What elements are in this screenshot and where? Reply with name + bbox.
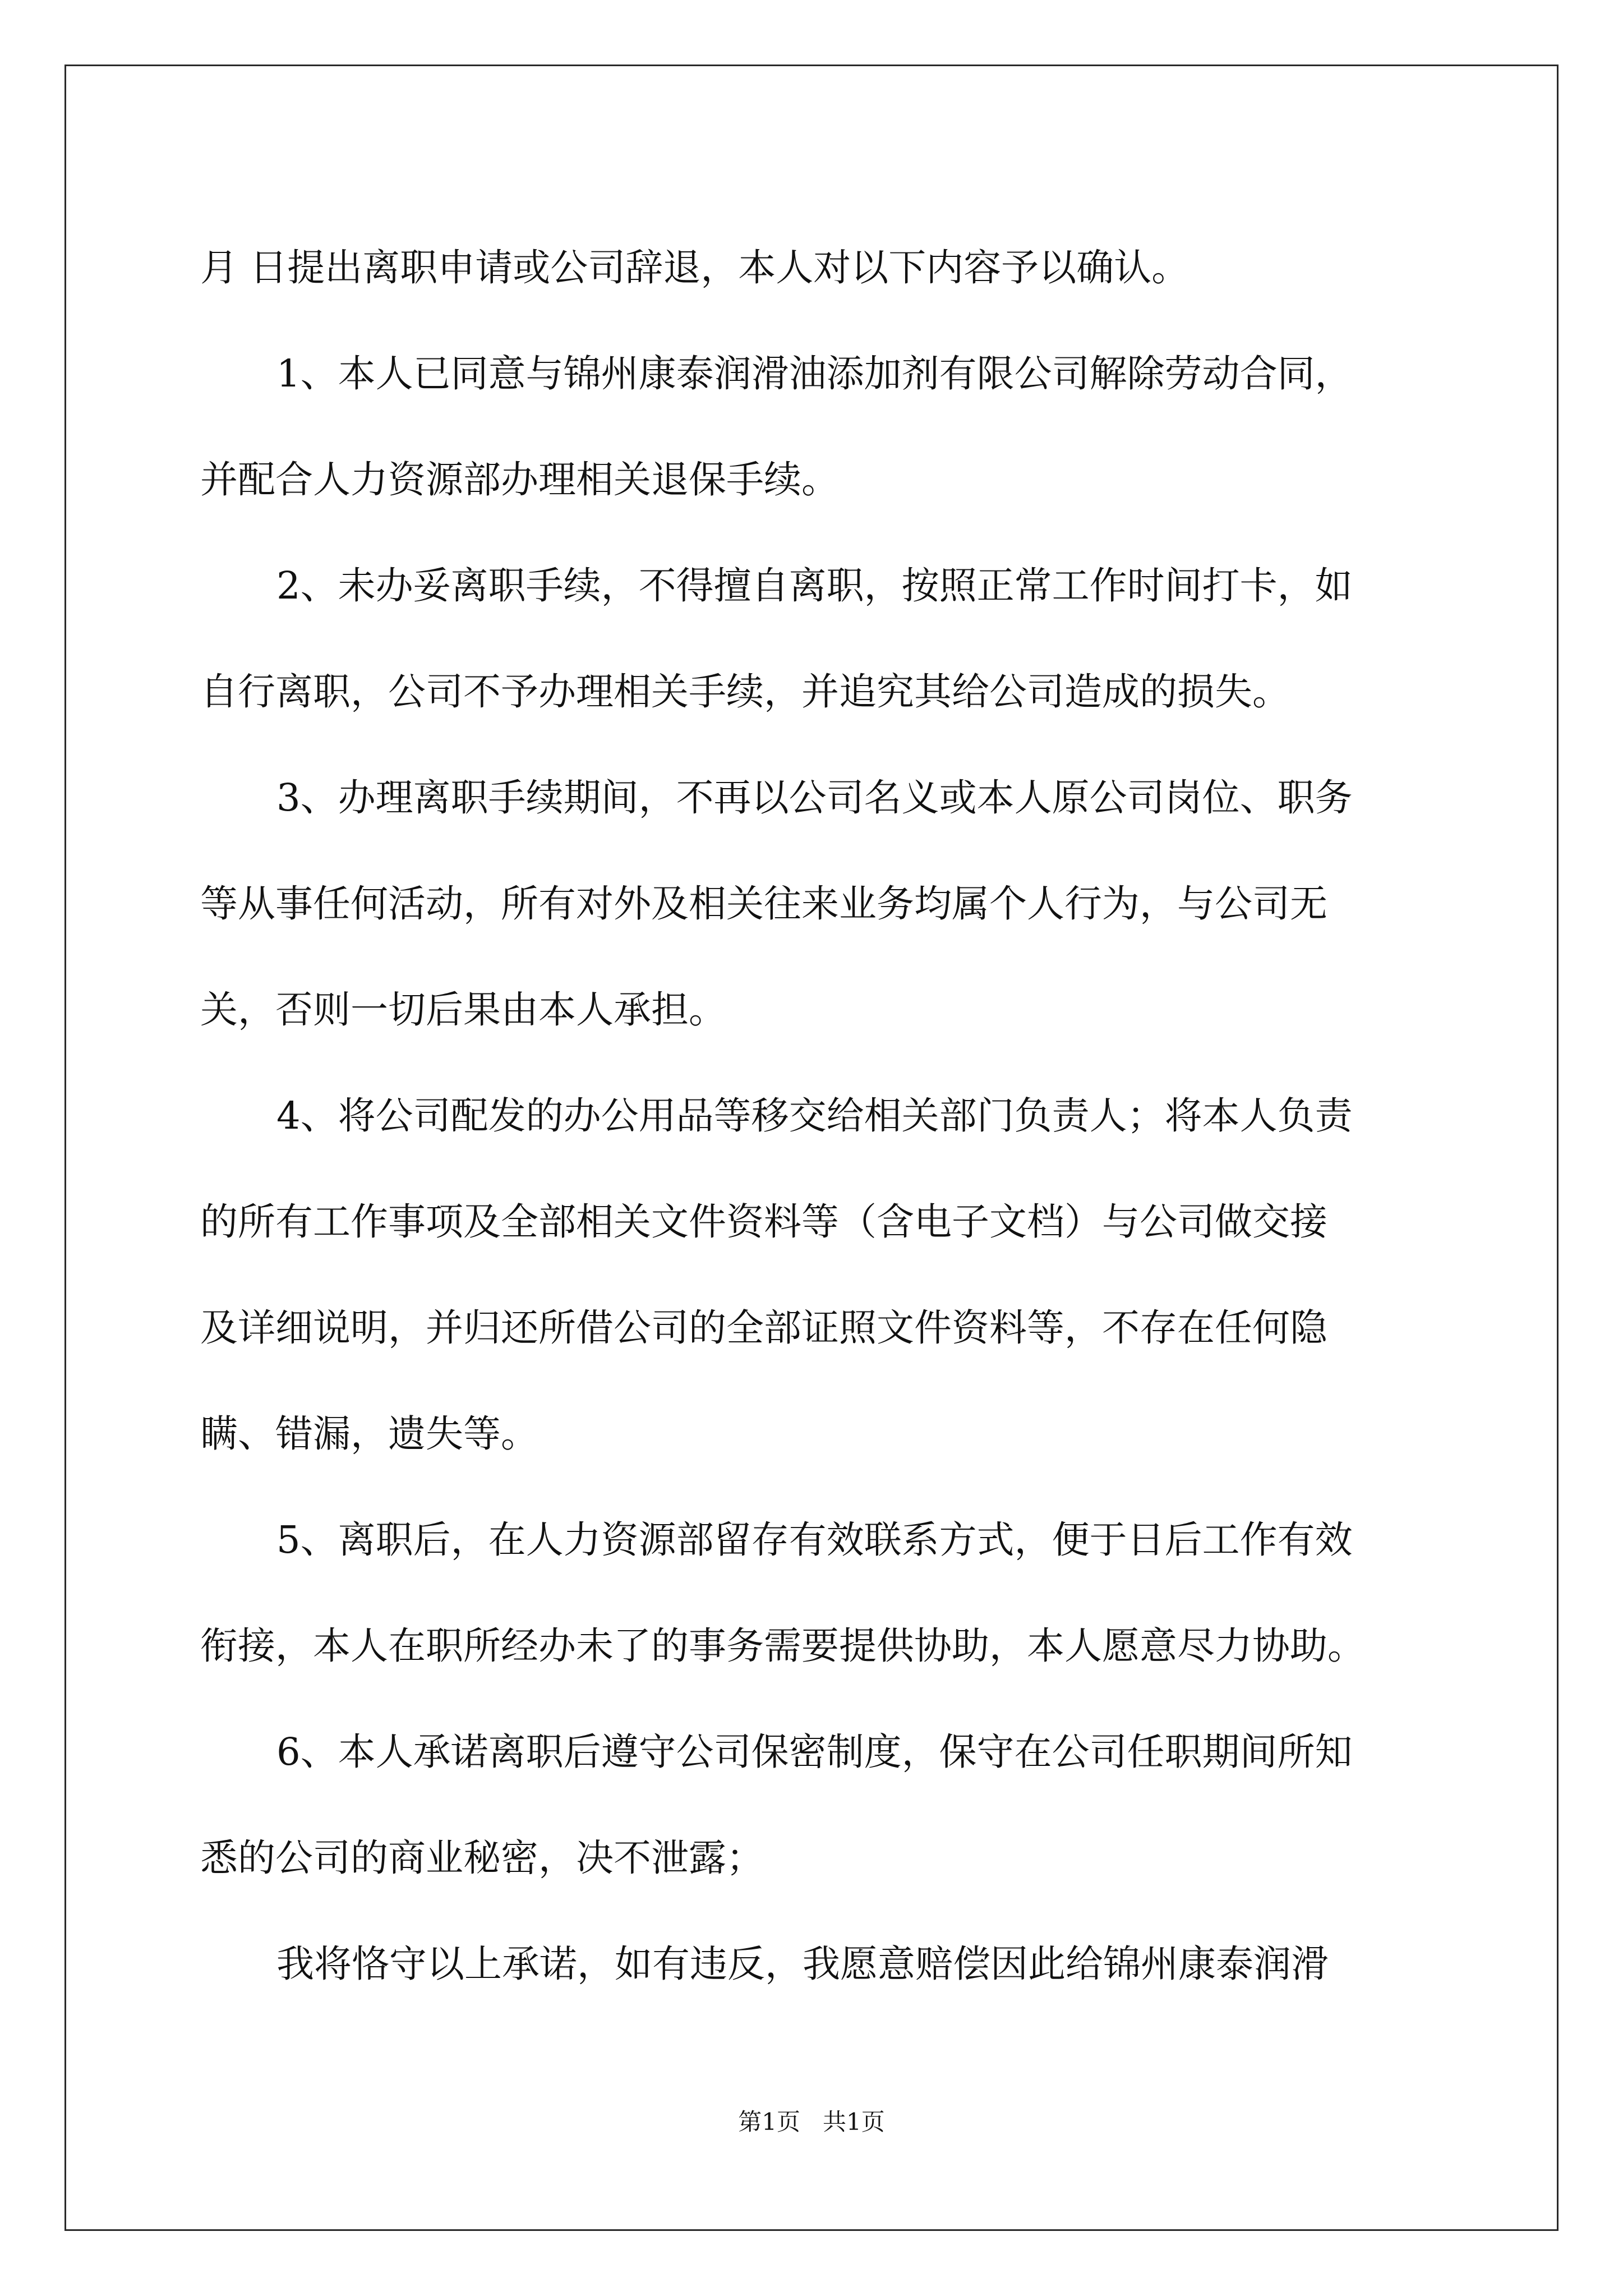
page-footer: 第1页 共1页: [738, 2108, 885, 2136]
text-line-12: 瞒、错漏，遗失等。: [200, 1412, 538, 1456]
text-line-8: 关，否则一切后果由本人承担。: [200, 988, 726, 1032]
text-line-9: 4、将公司配发的办公用品等移交给相关部门负责人；将本人负责: [276, 1094, 1353, 1138]
text-line-13: 5、离职后，在人力资源部留存有效联系方式，便于日后工作有效: [276, 1518, 1353, 1562]
text-line-6: 3、办理离职手续期间，不再以公司名义或本人原公司岗位、职务: [276, 776, 1353, 820]
text-line-7: 等从事任何活动，所有对外及相关往来业务均属个人行为，与公司无: [200, 882, 1327, 926]
text-line-17: 我将恪守以上承诺，如有违反，我愿意赔偿因此给锦州康泰润滑: [276, 1942, 1329, 1986]
text-line-10: 的所有工作事项及全部相关文件资料等（含电子文档）与公司做交接: [200, 1200, 1327, 1244]
document-body: [200, 215, 1434, 2017]
text-line-5: 自行离职，公司不予办理相关手续，并追究其给公司造成的损失。: [200, 670, 1290, 714]
text-line-3: 并配合人力资源部办理相关退保手续。: [200, 458, 839, 501]
text-line-16: 悉的公司的商业秘密，决不泄露；: [200, 1836, 764, 1880]
text-line-2: 1、本人已同意与锦州康泰润滑油添加剂有限公司解除劳动合同，: [276, 352, 1353, 395]
text-line-4: 2、未办妥离职手续，不得擅自离职，按照正常工作时间打卡，如: [276, 564, 1353, 608]
text-line-11: 及详细说明，并归还所借公司的全部证照文件资料等，不存在任何隐: [200, 1306, 1327, 1350]
text-line-14: 衔接，本人在职所经办未了的事务需要提供协助，本人愿意尽力协助。: [200, 1624, 1365, 1668]
text-line-1: 月 日提出离职申请或公司辞退，本人对以下内容予以确认。: [200, 246, 1189, 289]
text-line-15: 6、本人承诺离职后遵守公司保密制度，保守在公司任职期间所知: [276, 1730, 1353, 1774]
